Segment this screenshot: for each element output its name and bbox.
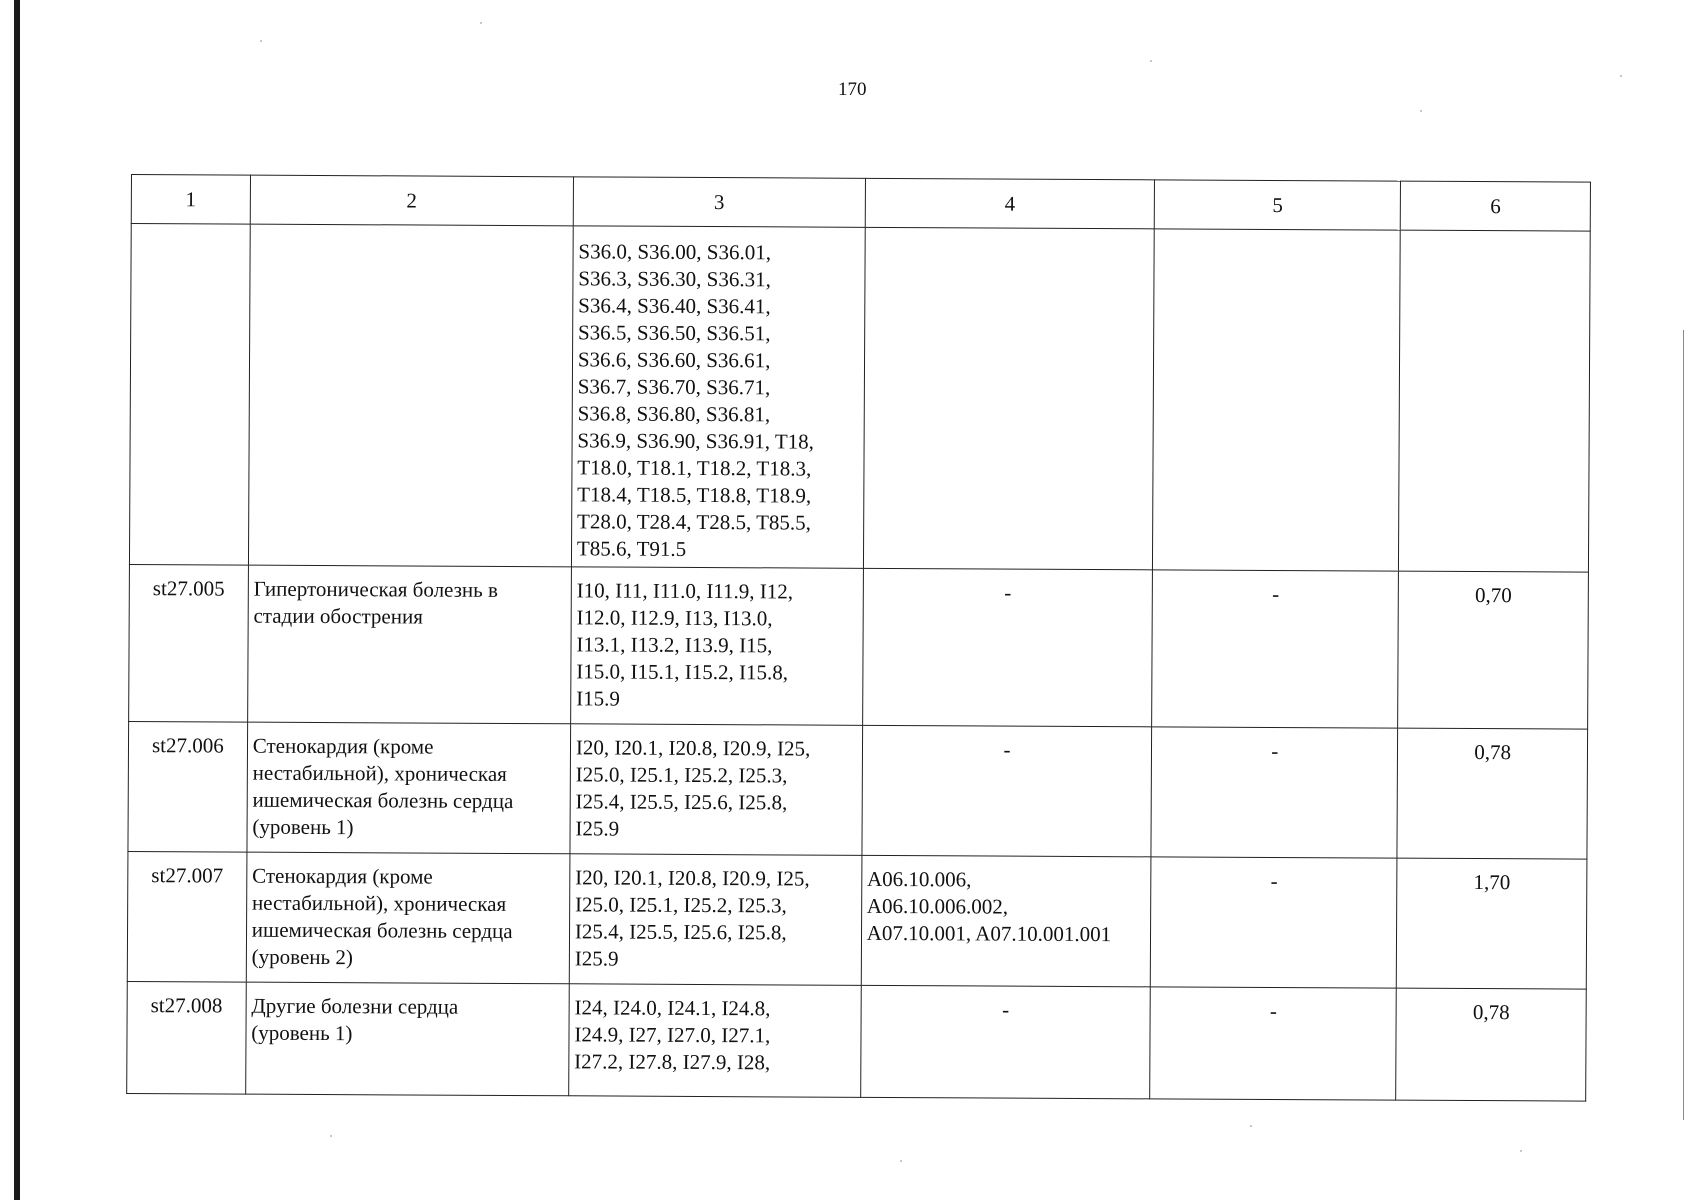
name-cell xyxy=(248,224,573,567)
tariff-table xyxy=(126,174,1591,1102)
services-cell: A06.10.006, A06.10.006.002, A07.10.001, A07.10.001.001 xyxy=(861,855,1151,987)
criteria-cell: - xyxy=(1151,727,1398,858)
scan-speck xyxy=(900,1160,902,1162)
code-cell xyxy=(129,224,250,566)
criteria-cell: - xyxy=(1151,857,1398,988)
code-cell: st27.005 xyxy=(129,564,249,722)
code-cell: st27.007 xyxy=(127,851,246,982)
table-row xyxy=(128,721,1588,859)
coefficient-cell: 0,78 xyxy=(1396,988,1586,1101)
diagnoses-cell: S36.0, S36.00, S36.01, S36.3, S36.30, S36.31, S36.4, S36.40, S36.41, S36.5, S36.50, S36.51, S36.6, S36.60, S36.61, S36.7, S36.70, S36.71, S36.8, S36.80, S36.81, S36.9, S36.90, S36.91, T18, T18.0, T18.1, T18.2, T18.3, T18.4, T18.5, T18.8, T18.9, T28.0, T28.4, T28.5, T85.5, T85.6, T91.5 xyxy=(571,226,865,569)
services-cell: - xyxy=(862,568,1153,727)
coefficient-cell: 0,70 xyxy=(1398,571,1589,729)
header-cell-5: 5 xyxy=(1155,180,1401,230)
scan-speck xyxy=(1620,75,1622,77)
diagnoses-cell: I24, I24.0, I24.1, I24.8, I24.9, I27, I27.0, I27.1, I27.2, I27.8, I27.9, I28, xyxy=(569,984,861,1098)
header-cell-1: 1 xyxy=(131,175,250,225)
scan-right-edge xyxy=(1683,330,1684,1120)
name-cell: Стенокардия (кроме нестабильной), хроническая ишемическая болезнь сердца (уровень 1) xyxy=(247,722,571,854)
diagnoses-cell: I20, I20.1, I20.8, I20.9, I25, I25.0, I25.1, I25.2, I25.3, I25.4, I25.5, I25.6, I25.8, I25.9 xyxy=(569,854,861,986)
diagnoses-cell: I20, I20.1, I20.8, I20.9, I25, I25.0, I25.1, I25.2, I25.3, I25.4, I25.5, I25.6, I25.8, I25.9 xyxy=(570,724,862,856)
table-row xyxy=(127,851,1587,989)
header-cell-6: 6 xyxy=(1401,181,1591,231)
coefficient-cell: 0,78 xyxy=(1397,728,1587,859)
code-cell: st27.006 xyxy=(128,721,247,852)
scan-speck xyxy=(260,40,262,42)
coefficient-cell: 1,70 xyxy=(1397,858,1587,989)
name-cell: Стенокардия (кроме нестабильной), хроническая ишемическая болезнь сердца (уровень 2) xyxy=(246,852,570,984)
name-cell: Гипертоническая болезнь в стадии обострения xyxy=(247,565,571,724)
criteria-cell: - xyxy=(1150,987,1397,1100)
scan-left-edge xyxy=(14,0,20,1200)
scan-speck xyxy=(1520,1150,1522,1152)
page-number: 170 xyxy=(838,79,867,100)
diagnoses-cell: I10, I11, I11.0, I11.9, I12, I12.0, I12.9, I13, I13.0, I13.1, I13.2, I13.9, I15, I15.0, I15.1, I15.2, I15.8, I15.9 xyxy=(570,567,863,726)
table-row xyxy=(129,564,1589,729)
scan-speck xyxy=(480,22,482,24)
scan-speck xyxy=(1150,60,1152,62)
services-cell: - xyxy=(860,985,1150,1099)
scan-speck xyxy=(330,1135,332,1137)
scan-speck xyxy=(1250,1125,1252,1127)
services-cell: - xyxy=(862,725,1152,857)
header-cell-2: 2 xyxy=(250,175,573,226)
code-cell: st27.008 xyxy=(127,981,246,1094)
services-cell xyxy=(863,227,1154,570)
table-row xyxy=(127,981,1587,1101)
criteria-cell: - xyxy=(1152,570,1399,728)
header-cell-3: 3 xyxy=(573,177,865,228)
header-cell-4: 4 xyxy=(865,178,1155,229)
header-row xyxy=(131,175,1590,232)
name-cell: Другие болезни сердца (уровень 1) xyxy=(245,982,569,1096)
criteria-cell xyxy=(1153,229,1401,571)
scan-speck xyxy=(1420,110,1422,112)
table-row xyxy=(129,224,1590,573)
coefficient-cell xyxy=(1399,230,1590,572)
